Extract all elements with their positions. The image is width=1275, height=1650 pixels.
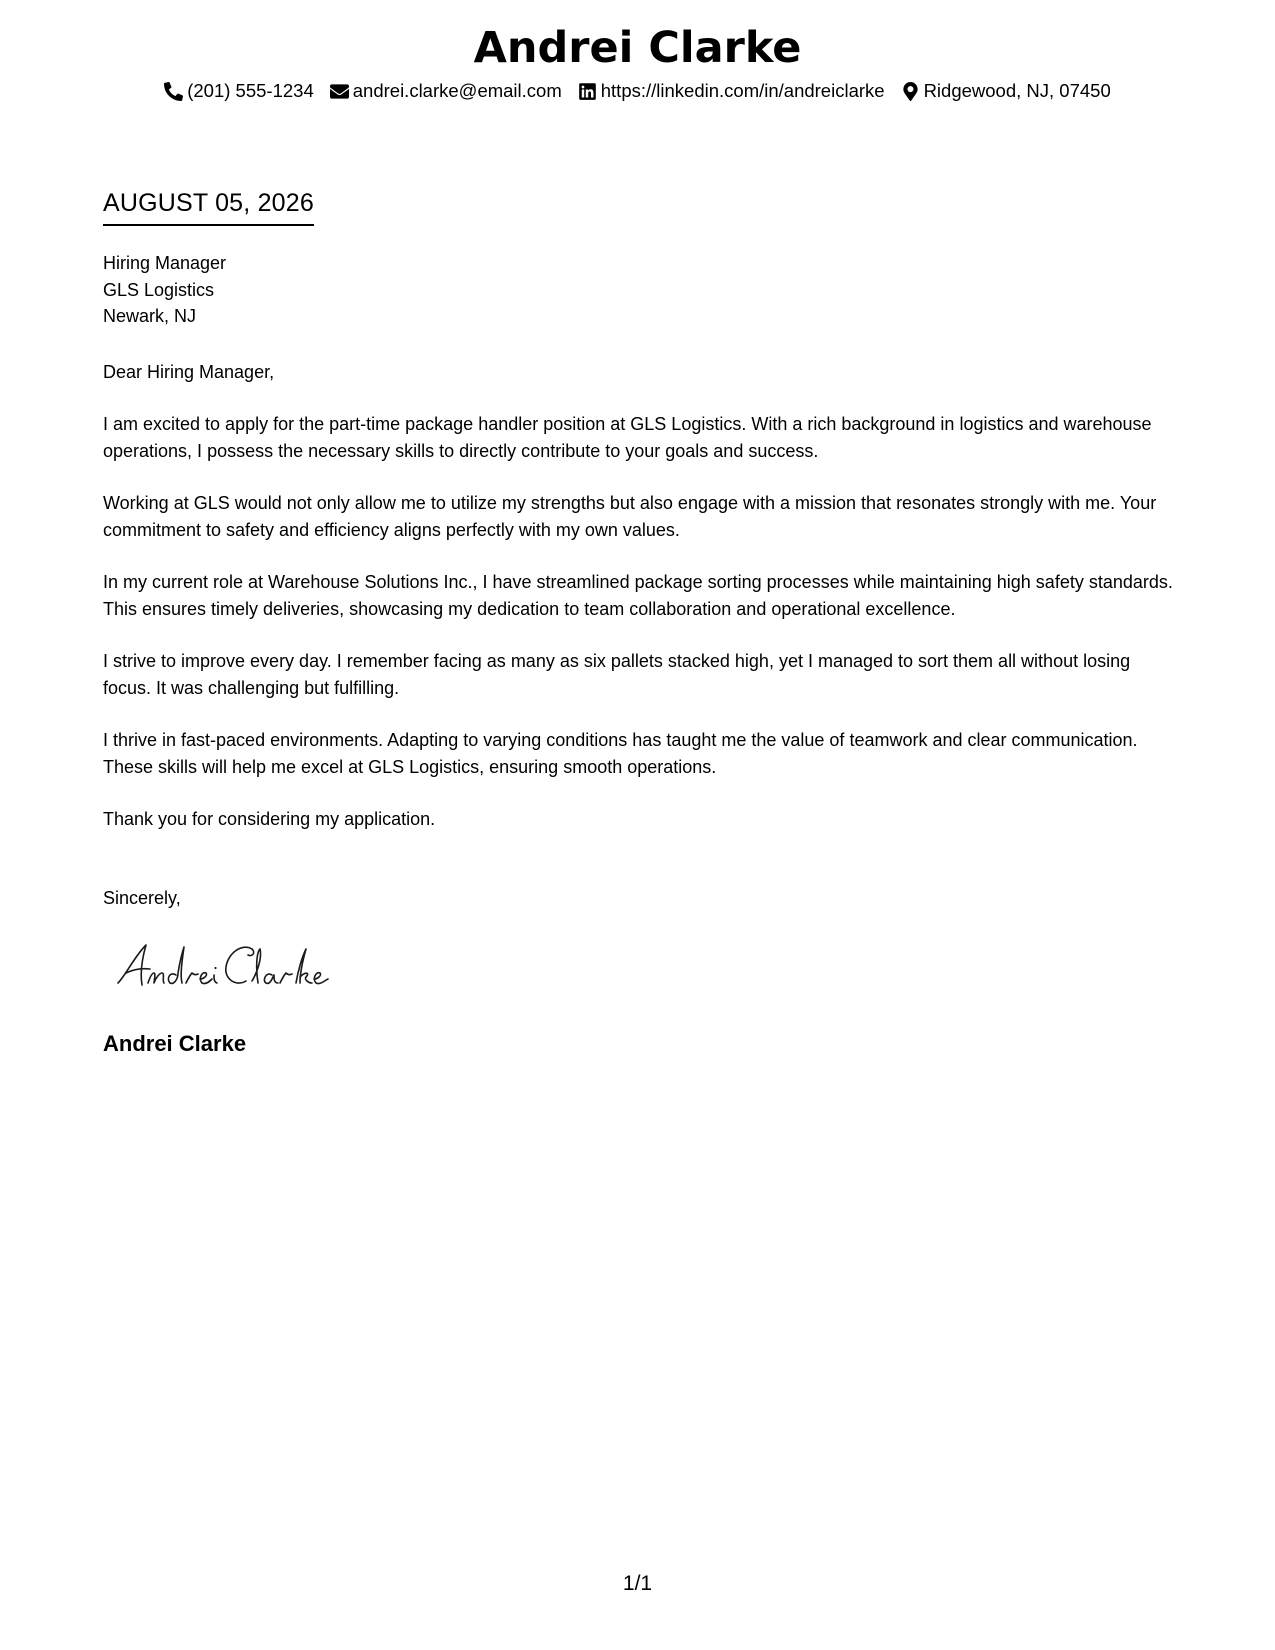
recipient-location: Newark, NJ	[103, 306, 197, 326]
paragraph-text: I am excited to apply for the part-time package handler position at GLS Logistics. With a rich background in logistics and warehouse operations, I possess the necessary skills to directly contribute to your goals and success.	[103, 414, 1152, 461]
phone-icon	[164, 82, 183, 101]
handwritten-signature	[112, 935, 352, 995]
email-address[interactable]: andrei.clarke@email.com	[352, 80, 562, 101]
body-paragraph-5	[103, 727, 1178, 780]
paragraph-text: Working at GLS would not only allow me to utilize my strengths but also engage with a mission that resonates strongly with me. Your commitment to safety and efficiency aligns perfectly with my own values.	[103, 493, 1157, 540]
closing-text: Sincerely,	[103, 888, 181, 908]
contact-linkedin[interactable]	[578, 79, 885, 103]
body-paragraph-1	[103, 411, 1178, 464]
envelope-icon	[330, 82, 349, 101]
body-paragraph-2	[103, 490, 1178, 543]
letter-date	[103, 188, 314, 226]
signer-name: Andrei Clarke	[103, 1031, 247, 1056]
paragraph-text: Thank you for considering my application.	[103, 809, 436, 829]
linkedin-icon	[578, 82, 597, 101]
phone-number: (201) 555-1234	[187, 80, 314, 101]
recipient-block	[103, 250, 1178, 330]
recipient-company: GLS Logistics	[103, 279, 215, 300]
body-paragraph-6	[103, 806, 1178, 833]
paragraph-text: I strive to improve every day. I remember facing as many as six pallets stacked high, yet I managed to sort them all without losing focus. It was challenging but fulfilling.	[103, 651, 1131, 698]
paragraph-text: I thrive in fast-paced environments. Adapting to varying conditions has taught me the value of teamwork and clear communication. These skills will help me excel at GLS Logistics, ensuring smooth operations.	[103, 730, 1138, 777]
salutation	[103, 359, 1178, 386]
closing	[103, 885, 1178, 912]
date-text: AUGUST 05, 2026	[103, 188, 314, 226]
map-marker-icon	[901, 82, 920, 101]
page-number: 1/1	[622, 1572, 653, 1595]
paragraph-text: In my current role at Warehouse Solutions Inc., I have streamlined package sorting processes while maintaining high safety standards. This ensures timely deliveries, showcasing my dedication to team collaboration and operational excellence.	[103, 572, 1173, 619]
body-paragraph-4	[103, 648, 1178, 701]
linkedin-url[interactable]: https://linkedin.com/in/andreiclarke	[600, 80, 885, 101]
contact-email[interactable]	[330, 79, 562, 103]
applicant-name-heading: Andrei Clarke	[473, 23, 802, 73]
contact-location	[901, 79, 1111, 103]
salutation-text: Dear Hiring Manager,	[103, 362, 275, 382]
recipient-title: Hiring Manager	[103, 253, 227, 273]
body-paragraph-3	[103, 569, 1178, 622]
contact-phone	[164, 79, 314, 103]
location-text: Ridgewood, NJ, 07450	[923, 80, 1111, 101]
contact-info-row	[0, 79, 1275, 103]
